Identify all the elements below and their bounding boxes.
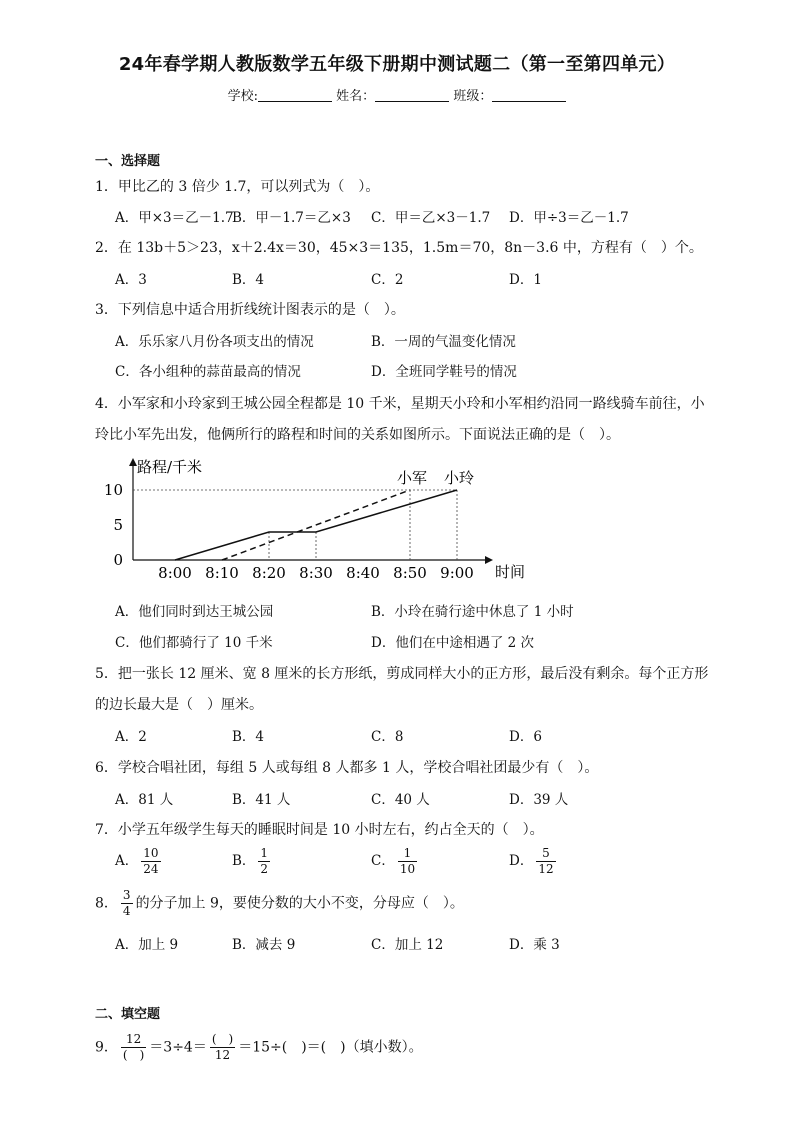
q5-option-a: A．2 bbox=[115, 729, 147, 745]
y-tick-label: 10 bbox=[103, 481, 123, 499]
q5-option-d: D．6 bbox=[509, 729, 542, 745]
q8-option-d: D．乘 3 bbox=[509, 937, 560, 953]
q7-c-numerator: 1 bbox=[398, 846, 417, 862]
question-1-stem: 1．甲比乙的 3 倍少 1.7，可以列式为（ ）。 bbox=[95, 179, 380, 195]
q7-d-numerator: 5 bbox=[536, 846, 555, 862]
q4-option-d: D．他们在中途相遇了 2 次 bbox=[371, 635, 534, 651]
q1-option-c: C．甲＝乙×3－1.7 bbox=[371, 210, 491, 226]
question-5-line-1: 5．把一张长 12 厘米、宽 8 厘米的长方形纸，剪成同样大小的正方形，最后没有剩余。每个正方形 bbox=[95, 666, 709, 682]
q1-option-a: A．甲×3＝乙－1.7 bbox=[115, 210, 234, 226]
q2-option-d: D．1 bbox=[509, 272, 542, 288]
q7-option-a-label: A． bbox=[115, 853, 139, 869]
q8-fraction bbox=[121, 888, 133, 919]
q4-option-c: C．他们都骑行了 10 千米 bbox=[115, 635, 273, 651]
question-8-stem bbox=[95, 888, 464, 919]
q5-option-c: C．8 bbox=[371, 729, 404, 745]
x-tick-label: 8:40 bbox=[346, 564, 380, 582]
x-tick-label: 8:50 bbox=[393, 564, 427, 582]
q7-option-b bbox=[232, 846, 273, 877]
q1-option-b: B．甲－1.7＝乙×3 bbox=[232, 210, 351, 226]
q9-f1-numerator: 12 bbox=[121, 1032, 146, 1048]
y-axis-arrow bbox=[129, 458, 137, 466]
q7-b-numerator: 1 bbox=[260, 846, 269, 860]
question-2-stem: 2．在 13b＋5＞23，x＋2.4x＝30，45×3＝135，1.5m＝70，8n－3.6 中，方程有（ ）个。 bbox=[95, 240, 703, 256]
question-5-line-2: 的边长最大是（ ）厘米。 bbox=[95, 697, 263, 713]
q7-a-numerator: 10 bbox=[143, 846, 159, 860]
q7-b-denominator: 2 bbox=[260, 862, 269, 876]
y-tick-label: 0 bbox=[113, 551, 123, 569]
question-9 bbox=[95, 1032, 423, 1063]
q7-option-a bbox=[115, 846, 164, 877]
q8-option-c: C．加上 12 bbox=[371, 937, 444, 953]
q2-option-b: B．4 bbox=[232, 272, 265, 288]
class-label: 班级： bbox=[453, 89, 493, 104]
question-3-stem: 3．下列信息中适合用折线统计图表示的是（ ）。 bbox=[95, 302, 405, 318]
q7-option-d-fraction bbox=[536, 846, 555, 877]
school-blank bbox=[258, 89, 332, 102]
x-tick-label: 8:30 bbox=[299, 564, 333, 582]
q7-d-denominator: 12 bbox=[538, 862, 554, 876]
section-title-choice: 一、选择题 bbox=[95, 154, 161, 169]
series-label-xiaojun: 小军 bbox=[396, 469, 428, 487]
q8-numerator: 3 bbox=[122, 888, 131, 902]
question-7-stem: 7．小学五年级学生每天的睡眠时间是 10 小时左右，约占全天的（ ）。 bbox=[95, 822, 544, 838]
x-tick-label: 8:10 bbox=[205, 564, 239, 582]
q4-option-b: B．小玲在骑行途中休息了 1 小时 bbox=[371, 604, 574, 620]
q5-option-b: B．4 bbox=[232, 729, 265, 745]
q9-f2-denominator: 12 bbox=[214, 1048, 231, 1062]
x-tick-label: 8:20 bbox=[252, 564, 286, 582]
q7-option-c-label: C． bbox=[371, 853, 395, 869]
section-title-fill: 二、填空题 bbox=[95, 1007, 161, 1022]
y-tick-label: 5 bbox=[113, 516, 123, 534]
name-label: 姓名： bbox=[336, 89, 376, 104]
x-tick-label: 9:00 bbox=[440, 564, 474, 582]
q3-option-b: B．一周的气温变化情况 bbox=[371, 334, 516, 350]
q8-prefix: 8． bbox=[95, 895, 118, 912]
q9-f1-denominator: ( ) bbox=[122, 1048, 145, 1062]
x-axis-label: 时间 bbox=[495, 563, 525, 581]
name-blank bbox=[375, 89, 449, 102]
q9-middle: ＝3÷4＝ bbox=[149, 1039, 207, 1056]
q2-option-a: A．3 bbox=[115, 272, 147, 288]
q4-option-a: A．他们同时到达王城公园 bbox=[115, 604, 274, 620]
school-label: 学校: bbox=[227, 89, 259, 104]
q8-stem-text: 的分子加上 9，要使分数的大小不变，分母应（ ）。 bbox=[135, 895, 464, 912]
distance-time-chart bbox=[95, 452, 525, 587]
q7-option-d bbox=[509, 846, 559, 877]
x-axis-arrow bbox=[485, 556, 493, 564]
question-4-line-2: 玲比小军先出发，他俩所行的路程和时间的关系如图所示。下面说法正确的是（ ）。 bbox=[95, 427, 620, 443]
q7-option-c bbox=[371, 846, 420, 877]
q3-option-d: D．全班同学鞋号的情况 bbox=[371, 364, 517, 380]
q9-fraction-1 bbox=[121, 1032, 146, 1063]
question-4-line-1: 4．小军家和小玲家到王城公园全程都是 10 千米，星期天小玲和小军相约沿同一路线骑车前往，小 bbox=[95, 396, 705, 412]
x-tick-label: 8:00 bbox=[158, 564, 192, 582]
q8-denominator: 4 bbox=[122, 904, 131, 918]
q9-f2-numerator: ( ) bbox=[211, 1032, 234, 1046]
page-title: 24年春学期人教版数学五年级下册期中测试题二（第一至第四单元） bbox=[118, 54, 676, 75]
q7-option-a-fraction bbox=[141, 846, 160, 877]
q6-option-b: B．41 人 bbox=[232, 792, 291, 808]
q1-option-d: D．甲÷3＝乙－1.7 bbox=[509, 210, 629, 226]
q8-option-a: A．加上 9 bbox=[115, 937, 179, 953]
q6-option-d: D．39 人 bbox=[509, 792, 569, 808]
q6-option-a: A．81 人 bbox=[115, 792, 174, 808]
q9-fraction-2 bbox=[210, 1032, 235, 1063]
q3-option-a: A．乐乐家八月份各项支出的情况 bbox=[115, 334, 314, 350]
class-blank bbox=[492, 89, 566, 102]
q3-option-c: C．各小组种的蒜苗最高的情况 bbox=[115, 364, 301, 380]
q7-a-denominator: 24 bbox=[143, 862, 159, 876]
q6-option-c: C．40 人 bbox=[371, 792, 430, 808]
q9-rest: ＝15÷( )＝( )（填小数）。 bbox=[238, 1039, 423, 1056]
y-axis-label: 路程/千米 bbox=[137, 458, 203, 476]
student-info-line bbox=[0, 85, 794, 104]
q8-option-b: B．减去 9 bbox=[232, 937, 296, 953]
question-6-stem: 6．学校合唱社团，每组 5 人或每组 8 人都多 1 人，学校合唱社团最少有（ ）。 bbox=[95, 760, 599, 776]
q7-option-c-fraction bbox=[398, 846, 417, 877]
q7-option-b-label: B． bbox=[232, 853, 256, 869]
q2-option-c: C．2 bbox=[371, 272, 404, 288]
q7-c-denominator: 10 bbox=[399, 862, 416, 876]
q9-prefix: 9． bbox=[95, 1039, 118, 1056]
q7-option-b-fraction bbox=[258, 846, 270, 877]
series-label-xiaoling: 小玲 bbox=[443, 469, 475, 487]
q7-option-d-label: D． bbox=[509, 853, 534, 869]
